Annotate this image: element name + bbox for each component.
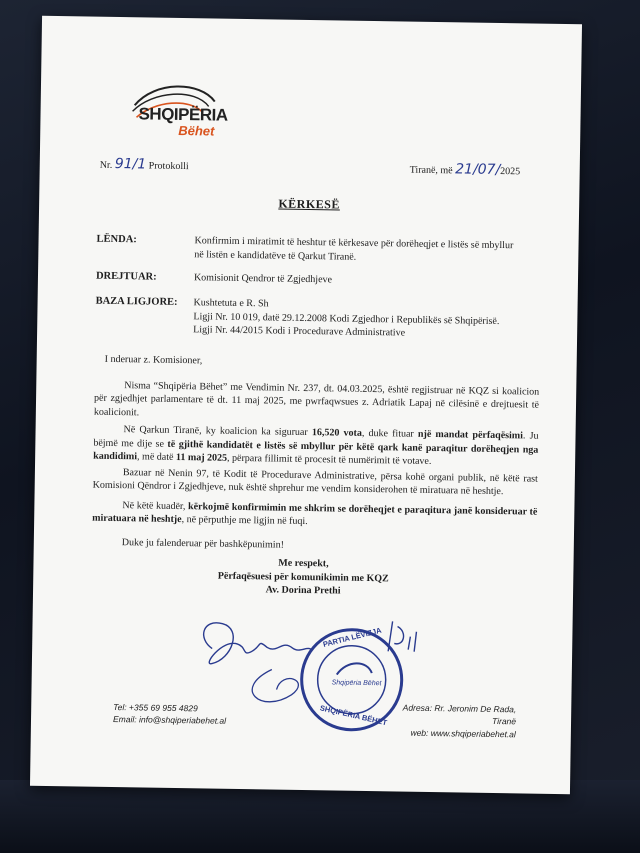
email: Email: info@shqiperiabehet.al (112, 714, 227, 727)
baza-line-2: Ligji Nr. 10 019, datë 29.12.2008 Kodi Zgjedhor i Republikës së Shqipërisë. (193, 310, 500, 327)
address: Adresa: Rr. Jeronim De Rada, Tiranë (402, 702, 517, 727)
protocol-prefix: Nr. (99, 159, 113, 171)
p4-text-c: , në përputhje me ligjin në fuqi. (181, 514, 308, 528)
logo-wordmark: SHQIPËRIA (138, 104, 228, 125)
protocol-suffix: Protokolli (148, 160, 189, 173)
closing-role: Përfaqësuesi për komunikimin me KQZ (217, 570, 389, 584)
p2-votes: 16,520 vota (311, 427, 362, 439)
p4-text-a: Në këtë kuadër, (122, 499, 189, 512)
address-info (396, 701, 517, 740)
p2-text-i: , përpara fillimit të procesit të numërimit të votave. (226, 452, 432, 467)
drejtuar-value: Komisionit Qendror të Zgjedhjeve (193, 272, 333, 286)
paragraph-2 (93, 423, 539, 470)
p2-text-c: , duke fituar (361, 427, 419, 440)
p2-text-a: Në Qarkun Tiranë, ky koalicion ka siguruar (123, 424, 312, 439)
p2-mandate: një mandat përfaqësimi (417, 428, 524, 442)
contact-info (113, 701, 226, 727)
website: web: www.shqiperiabehet.al (410, 727, 516, 739)
date-prefix: Tiranë, më (409, 164, 453, 177)
letter-body (92, 353, 540, 556)
document-title: KËRKESË (278, 196, 341, 212)
p2-date: 11 maj 2025 (175, 451, 228, 464)
closing-name: Av. Dorina Prethi (265, 584, 341, 597)
protocol-line (100, 155, 189, 175)
paragraph-4 (92, 498, 537, 532)
lenda-label: LËNDA: (96, 233, 137, 246)
baza-line-3: Ligji Nr. 44/2015 Kodi i Procedurave Administrative (193, 324, 406, 339)
paragraph-1: Nisma “Shqipëria Bëhet” me Vendimin Nr. 237, dt. 04.03.2025, është regjistruar në KQZ si koalicion për zgjedhjet parlamentare të dt. 11 maj 2025, me pwrfaqwsues z. Adriatik Lapaj në cilësinë e drejtuesit të koalicionit. (93, 379, 540, 418)
p2-text-g: , më datë (137, 451, 177, 463)
drejtuar-label: DREJTUAR: (95, 270, 157, 283)
lenda-value: Konfirmim i miratimit të heshtur të kërkesave për dorëheqjet e listës së mbyllur në listën e kandidatëve të Qarkut Tiranë. (194, 235, 514, 263)
stamp-text-center: Shqipëria Bëhet (331, 679, 382, 688)
closing-respect: Me respekt, (278, 557, 329, 570)
p2-text-e: . Ju bëjmë me dije se (93, 430, 539, 450)
date-line (410, 160, 521, 181)
date-handwritten: 21/07/ (455, 161, 501, 179)
baza-line-1: Kushtetuta e R. Sh (193, 297, 269, 310)
p2-resignation: të gjithë kandidatët e listës së mbyllur për këtë qark kanë paraqitur dorëheqjen nga kandidimi (93, 438, 539, 463)
logo-tagline: Bëhet (178, 122, 215, 139)
p4-request: kërkojmë konfirmimin me shkrim se dorëheqjet e paraqitura janë konsideruar të miratuara në heshtje (92, 500, 538, 526)
protocol-number: 91/1 (114, 155, 147, 173)
baza-ligjore-values (193, 296, 524, 342)
date-year: 2025 (500, 166, 521, 178)
stamp-text-bottom: SHQIPËRIA BËHET (319, 703, 388, 728)
closing-block (33, 553, 574, 602)
salutation: I nderuar z. Komisioner, (104, 353, 203, 367)
document-page (30, 16, 582, 794)
paragraph-3: Bazuar në Nenin 97, të Kodit të Procedurave Administrative, përsa kohë organi publik, në këtë rast Komisioni Qëndror i Zgjedhjeve, nuk është shprehur me vendim konsiderohen të miratuara në heshtje. (92, 466, 538, 498)
thanks-line: Duke ju falenderuar për bashkëpunimin! (121, 536, 285, 551)
phone: Tel: +355 69 955 4829 (113, 702, 198, 714)
logo (104, 75, 235, 157)
stamp-text-top: PARTIA LËVIZJA (322, 625, 383, 649)
baza-ligjore-label: BAZA LIGJORE: (95, 295, 178, 308)
